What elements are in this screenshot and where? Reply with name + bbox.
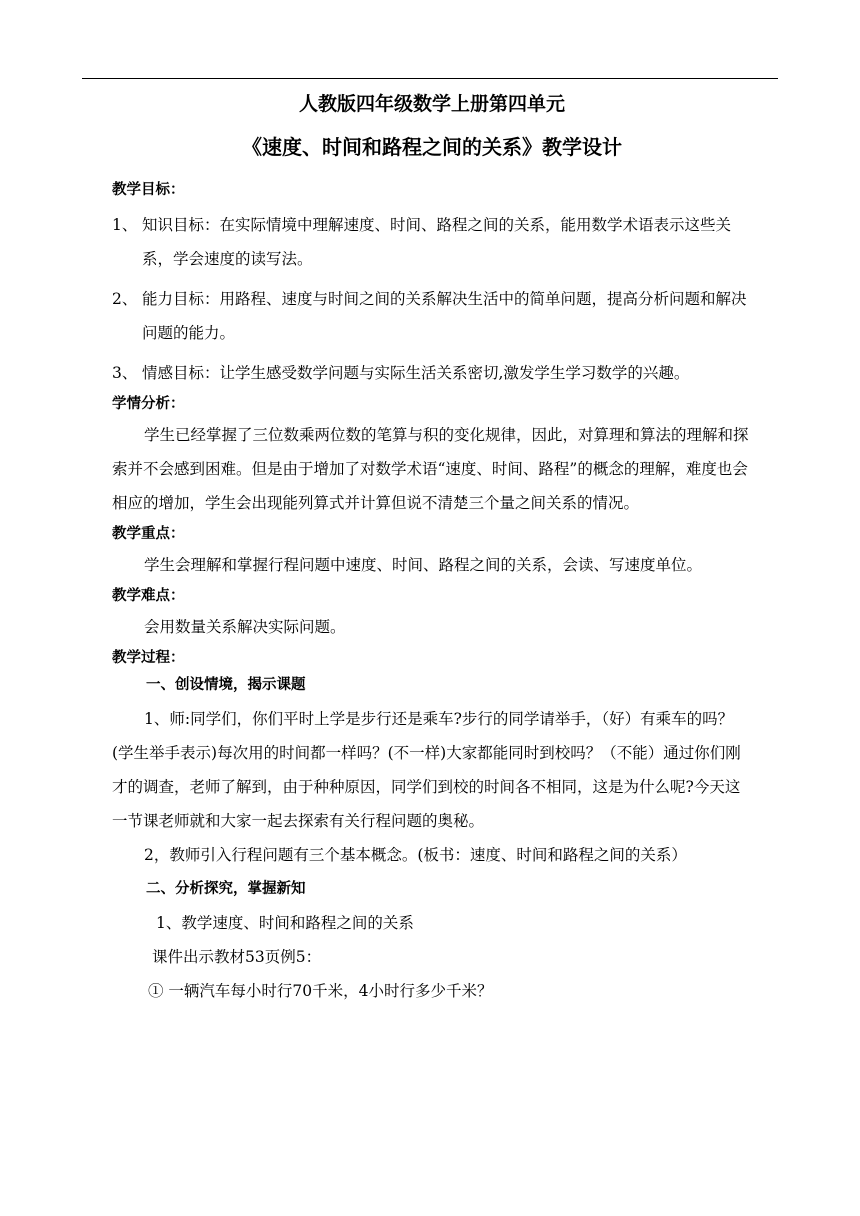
objective-item xyxy=(112,356,752,390)
section1-paragraph1: 1、师:同学们，你们平时上学是步行还是乘车?步行的同学请举手，（好）有乘车的吗？(学生举手表示)每次用的时间都一样吗？(不一样)大家都能同时到校吗？（不能）通过你们刚才的调查，老师了解到，由于种种原因，同学们到校的时间各不相同，这是为什么呢?今天这一节课老师就和大家一起去探索有关行程问题的奥秘。 xyxy=(112,710,741,830)
difficulties-paragraph: 会用数量关系解决实际问题。 xyxy=(144,618,346,636)
document-page xyxy=(112,86,752,1008)
section2-title: 二、分析探究，掌握新知 xyxy=(146,881,306,897)
objective-text: 知识目标：在实际情境中理解速度、时间、路程之间的关系，能用数学术语表示这些关系，学会速度的读写法。 xyxy=(142,216,732,268)
section2-paragraph3: ① 一辆汽车每小时行70千米，4小时行多少千米？ xyxy=(148,982,493,1000)
key-points-heading: 教学重点： xyxy=(112,526,185,542)
objective-number: 2、 xyxy=(112,290,138,308)
section1-title: 一、创设情境，揭示课题 xyxy=(146,677,306,693)
document-title-line1: 人教版四年级数学上册第四单元 xyxy=(298,93,565,115)
objective-number: 3、 xyxy=(112,364,138,382)
objective-item xyxy=(112,282,752,350)
objective-text: 情感目标：让学生感受数学问题与实际生活关系密切,激发学生学习数学的兴趣。 xyxy=(142,364,690,382)
key-points-paragraph: 学生会理解和掌握行程问题中速度、时间、路程之间的关系，会读、写速度单位。 xyxy=(144,556,703,574)
section2-paragraph2: 课件出示教材53页例5： xyxy=(152,948,322,966)
objectives-heading: 教学目标： xyxy=(112,182,185,198)
objectives-list xyxy=(112,208,752,390)
section1-paragraph2: 2，教师引入行程问题有三个基本概念。(板书：速度、时间和路程之间的关系） xyxy=(144,846,687,864)
objective-number: 1、 xyxy=(112,216,138,234)
section2-paragraph1: 1、教学速度、时间和路程之间的关系 xyxy=(156,914,414,932)
process-heading: 教学过程： xyxy=(112,650,185,666)
analysis-paragraph: 学生已经掌握了三位数乘两位数的笔算与积的变化规律，因此，对算理和算法的理解和探索并不会感到困难。但是由于增加了对数学术语“速度、时间、路程”的概念的理解，难度也会相应的增加，学生会出现能列算式并计算但说不清楚三个量之间关系的情况。 xyxy=(112,426,749,512)
header-rule xyxy=(82,78,778,79)
objective-item xyxy=(112,208,752,276)
difficulties-heading: 教学难点： xyxy=(112,588,185,604)
document-title-line2: 《速度、时间和路程之间的关系》教学设计 xyxy=(242,135,622,159)
objective-text: 能力目标：用路程、速度与时间之间的关系解决生活中的简单问题，提高分析问题和解决问题的能力。 xyxy=(142,290,747,342)
analysis-heading: 学情分析： xyxy=(112,396,185,412)
